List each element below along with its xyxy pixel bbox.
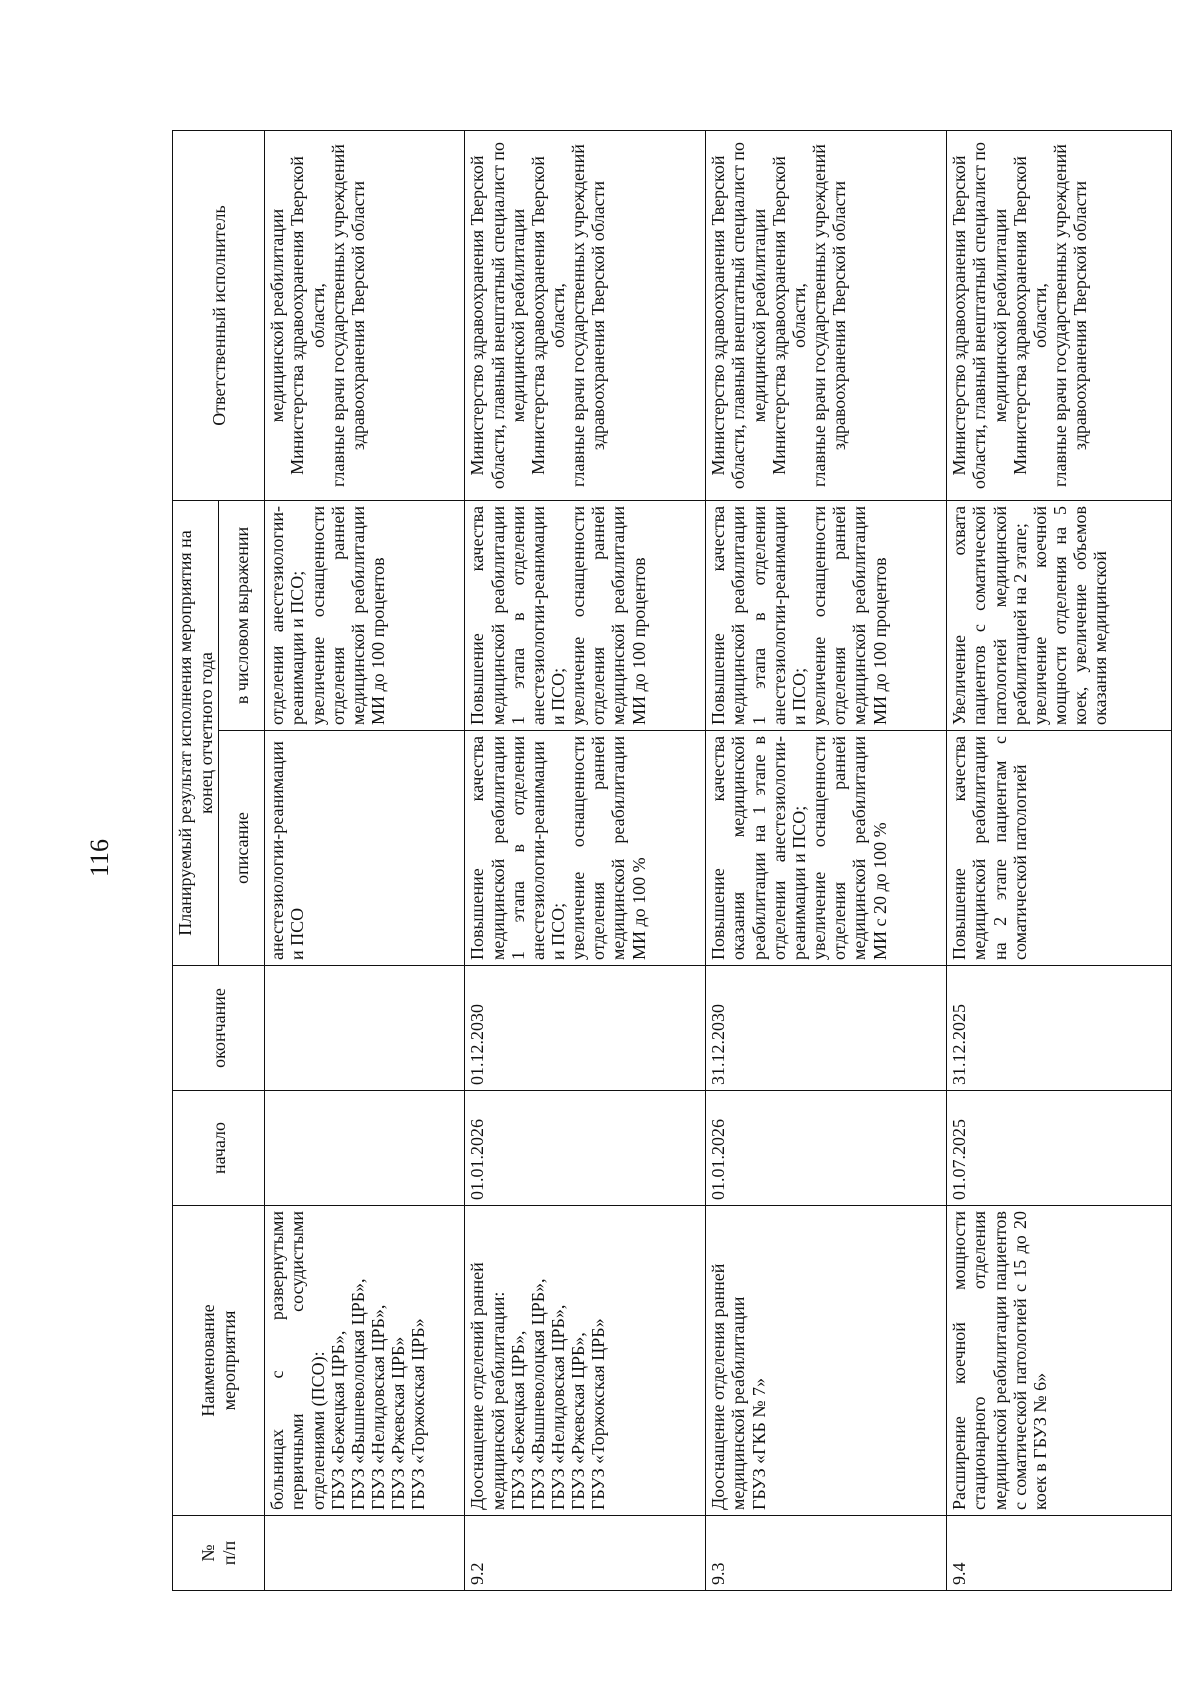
row-numeric: Повышение качества медицинской реабилитации 1 этапа в отделении анестезиологии-реанимации и ПСО; увеличение оснащенности отделения ранней медицинской реабилитации МИ до 100 процентов [706, 501, 947, 731]
row-responsible: Министерство здравоохранения Тверской области, главный внештатный специалист по медицинской реабилитации Министерства здравоохранения Тверской области, главные врачи государственных учреждений здравоохранения Тверской области [465, 131, 706, 501]
row-name: Дооснащение отделений ранней медицинской реабилитации: ГБУЗ «Бежецкая ЦРБ», ГБУЗ «Вышневолоцкая ЦРБ», ГБУЗ «Нелидовская ЦРБ», ГБУЗ «Ржевская ЦРБ», ГБУЗ «Торжокская ЦРБ» [465, 1206, 706, 1516]
table-row [706, 131, 947, 1591]
row-num [265, 1516, 465, 1591]
row-start [265, 1091, 465, 1206]
header-name: Наименование мероприятия [173, 1206, 265, 1516]
row-name: больницах с развернутыми первичными сосудистыми отделениями (ПСО): ГБУЗ «Бежецкая ЦРБ», ГБУЗ «Вышневолоцкая ЦРБ», ГБУЗ «Нелидовская ЦРБ», ГБУЗ «Ржевская ЦРБ» ГБУЗ «Торжокская ЦРБ» [265, 1206, 465, 1516]
row-name: Дооснащение отделения ранней медицинской реабилитации ГБУЗ «ГКБ № 7» [706, 1206, 947, 1516]
row-num: 9.2 [465, 1516, 706, 1591]
table-row [947, 131, 1172, 1591]
row-responsible: Министерство здравоохранения Тверской области, главный внештатный специалист по медицинской реабилитации Министерства здравоохранения Тверской области, главные врачи государственных учреждений здравоохранения Тверской области [706, 131, 947, 501]
row-num: 9.3 [706, 1516, 947, 1591]
row-start: 01.07.2025 [947, 1091, 1172, 1206]
row-desc: Повышение качества оказания медицинской реабилитации на 1 этапе в отделении анестезиологии-реанимации и ПСО; увеличение оснащенности отделения ранней медицинской реабилитации МИ с 20 до 100 % [706, 731, 947, 966]
row-end: 01.12.2030 [465, 966, 706, 1091]
row-num: 9.4 [947, 1516, 1172, 1591]
measures-table [172, 130, 1172, 1591]
table-row [265, 131, 465, 1591]
row-name: Расширение коечной мощности стационарного отделения медицинской реабилитации пациентов с соматической патологией с 15 до 20 коек в ГБУЗ № 6» [947, 1206, 1172, 1516]
row-numeric: Увеличение охвата пациентов с соматической патологией медицинской реабилитацией на 2 этапе; увеличение коечной мощности отделения на 5 коек, увеличение объемов оказания медицинской [947, 501, 1172, 731]
header-result-desc: описание [219, 731, 265, 966]
row-start: 01.01.2026 [465, 1091, 706, 1206]
row-desc: Повышение качества медицинской реабилитации 1 этапа в отделении анестезиологии-реанимации и ПСО; увеличение оснащенности отделения ранней медицинской реабилитации МИ до 100 % [465, 731, 706, 966]
row-end: 31.12.2030 [706, 966, 947, 1091]
row-end [265, 966, 465, 1091]
row-responsible: медицинской реабилитации Министерства здравоохранения Тверской области, главные врачи государственных учреждений здравоохранения Тверской области [265, 131, 465, 501]
header-row-1 [173, 131, 219, 1591]
header-result-num: в числовом выражении [219, 501, 265, 731]
table-row [465, 131, 706, 1591]
row-start: 01.01.2026 [706, 1091, 947, 1206]
header-responsible: Ответственный исполнитель [173, 131, 265, 501]
row-responsible: Министерство здравоохранения Тверской области, главный внештатный специалист по медицинской реабилитации Министерства здравоохранения Тверской области, главные врачи государственных учреждений здравоохранения Тверской области [947, 131, 1172, 501]
row-end: 31.12.2025 [947, 966, 1172, 1091]
header-result: Планируемый результат исполнения мероприятия на конец отчетного года [173, 501, 219, 966]
row-desc: Повышение качества медицинской реабилитации на 2 этапе пациентам с соматической патологией [947, 731, 1172, 966]
row-desc: анестезиологии-реанимации и ПСО [265, 731, 465, 966]
header-end: окончание [173, 966, 265, 1091]
header-num: № п/п [173, 1516, 265, 1591]
header-start: начало [173, 1091, 265, 1206]
rotated-table-container [172, 131, 1172, 1591]
row-numeric: Повышение качества медицинской реабилитации 1 этапа в отделении анестезиологии-реанимации и ПСО; увеличение оснащенности отделения ранней медицинской реабилитации МИ до 100 процентов [465, 501, 706, 731]
page-number: 116 [85, 838, 114, 878]
row-numeric: отделении анестезиологии-реанимации и ПСО; увеличение оснащенности отделения ранней медицинской реабилитации МИ до 100 процентов [265, 501, 465, 731]
